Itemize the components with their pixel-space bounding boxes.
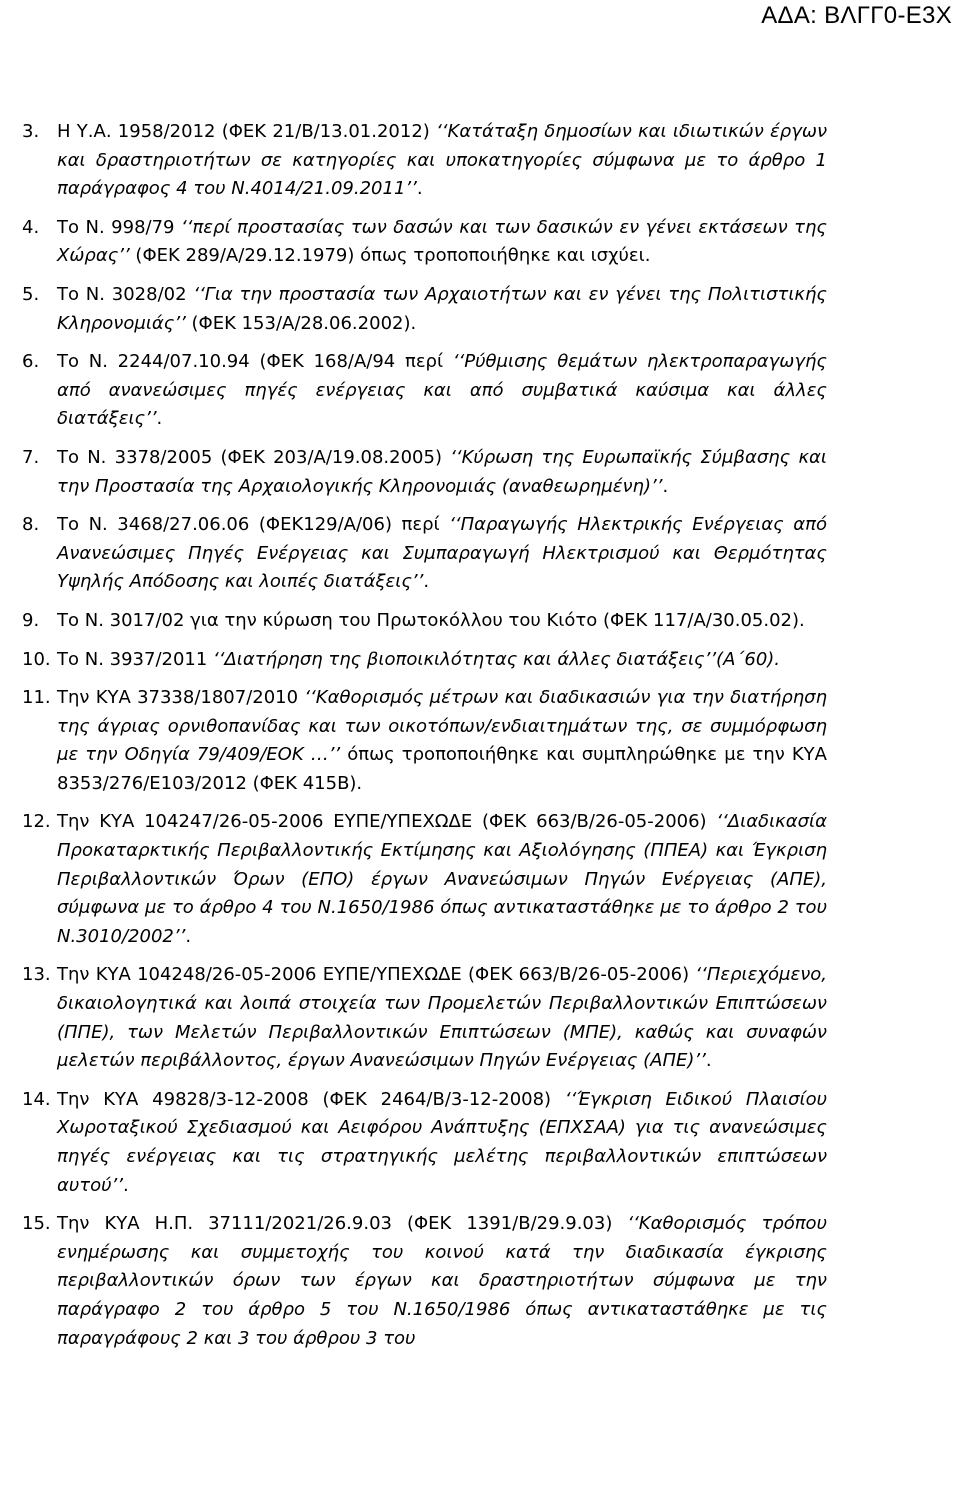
- item-text: [57, 118, 827, 204]
- item-number: 5.: [22, 283, 40, 305]
- list-item: [22, 118, 827, 204]
- item-text: [57, 1210, 827, 1353]
- list-item: [22, 1210, 827, 1353]
- item-text: [57, 646, 827, 675]
- item-citation: Την ΚΥΑ 104248/26-05-2006 ΕΥΠΕ/ΥΠΕΧΩΔΕ (ΦΕΚ 663/Β/26-05-2006): [57, 964, 696, 986]
- list-item: [22, 444, 827, 501]
- item-number: 10.: [22, 648, 51, 670]
- list-item: [22, 808, 827, 951]
- item-number: 8.: [22, 514, 40, 536]
- item-citation: Το Ν. 3017/02 για την κύρωση του Πρωτοκόλλου του Κιότο (ΦΕΚ 117/Α/30.05.02).: [57, 609, 805, 631]
- item-quoted-title: ‘‘Έγκριση Ειδικού Πλαισίου Χωροταξικού Σχεδιασμού και Αειφόρου Ανάπτυξης (ΕΠΧΣΑΑ) για τις ανανεώσιμες πηγές ενέργειας και τις στρατηγικής μελέτης περιβαλλοντικών επιπτώσεων αυτού’’: [57, 1088, 827, 1196]
- item-number: 6.: [22, 351, 40, 373]
- item-text: [57, 444, 827, 501]
- item-number: 7.: [22, 446, 40, 468]
- list-item: [22, 1086, 827, 1200]
- list-item: [22, 281, 827, 338]
- item-suffix: .: [156, 408, 163, 430]
- item-number: 11.: [22, 687, 51, 709]
- item-citation: Την ΚΥΑ 49828/3-12-2008 (ΦΕΚ 2464/Β/3-12-2008): [57, 1088, 565, 1110]
- item-text: [57, 808, 827, 951]
- item-suffix: .: [123, 1174, 129, 1196]
- item-quoted-title: ‘‘Για την προστασία των Αρχαιοτήτων και εν γένει της Πολιτιστικής Κληρονομιάς’’: [57, 283, 827, 334]
- list-item: [22, 214, 827, 271]
- item-suffix: .: [423, 571, 430, 593]
- item-suffix: .: [662, 475, 669, 497]
- item-quoted-title: ‘‘Διατήρηση της βιοποικιλότητας και άλλες διατάξεις’’(Α΄60).: [213, 648, 781, 670]
- item-suffix: (ΦΕΚ 153/Α/28.06.2002).: [185, 312, 417, 334]
- item-number: 4.: [22, 216, 40, 238]
- item-suffix: (ΦΕΚ 289/Α/29.12.1979) όπως τροποποιήθηκε και ισχύει.: [129, 245, 651, 267]
- item-quoted-title: ‘‘Καθορισμός τρόπου ενημέρωσης και συμμετοχής του κοινού κατά την διαδικασία έγκρισης περιβαλλοντικών όρων των έργων και δραστηριοτήτων σύμφωνα με την παράγραφο 2 του άρθρο 5 του Ν.1650/1986 όπως αντικαταστάθηκε με τις παραγράφους 2 και 3 του άρθρου 3 του: [57, 1213, 827, 1349]
- item-citation: Το Ν. 3937/2011: [57, 648, 214, 670]
- list-item: [22, 348, 827, 434]
- list-item: [22, 511, 827, 597]
- item-text: [57, 1086, 827, 1200]
- item-suffix: .: [705, 1050, 712, 1072]
- item-citation: Η Υ.Α. 1958/2012 (ΦΕΚ 21/Β/13.01.2012): [57, 121, 437, 142]
- item-suffix: .: [185, 925, 192, 947]
- item-quoted-title: ‘‘Ρύθμισης θεμάτων ηλεκτροπαραγωγής από ανανεώσιμες πηγές ενέργειας και από συμβατικά καύσιμα και άλλες διατάξεις’’: [57, 351, 827, 430]
- item-citation: Το Ν. 3468/27.06.06 (ΦΕΚ129/Α/06) περί: [57, 514, 450, 536]
- item-text: [57, 281, 827, 338]
- item-text: [57, 511, 827, 597]
- list-item: [22, 646, 827, 675]
- item-quoted-title: ‘‘Περιεχόμενο, δικαιολογητικά και λοιπά στοιχεία των Προμελετών Περιβαλλοντικών Επιπτώσεων (ΠΠΕ), των Μελετών Περιβαλλοντικών Επιπτώσεων (ΜΠΕ), καθώς και συναφών μελετών περιβάλλοντος, έργων Ανανεώσιμων Πηγών Ενέργειας (ΑΠΕ)’’: [57, 964, 827, 1072]
- item-citation: Το Ν. 2244/07.10.94 (ΦΕΚ 168/Α/94 περί: [57, 351, 453, 373]
- item-suffix: .: [416, 178, 423, 200]
- item-text: [57, 607, 827, 636]
- item-quoted-title: ‘‘Καθορισμός μέτρων και διαδικασιών για την διατήρηση της άγριας ορνιθοπανίδας και των οικοτόπων/ενδιαιτημάτων της, σε συμμόρφωση με την Οδηγία 79/409/ΕΟΚ …’’: [57, 687, 827, 766]
- item-number: 15.: [22, 1213, 51, 1235]
- item-quoted-title: ‘‘περί προστασίας των δασών και των δασικών εν γένει εκτάσεων της Χώρας’’: [57, 216, 827, 267]
- list-item: [22, 961, 827, 1075]
- item-text: [57, 214, 827, 271]
- item-quoted-title: ‘‘Διαδικασία Προκαταρκτικής Περιβαλλοντικής Εκτίμησης και Αξιολόγησης (ΠΠΕΑ) και Έγκριση Περιβαλλοντικών Όρων (ΕΠΟ) έργων Ανανεώσιμων Πηγών Ενέργειας (ΑΠΕ), σύμφωνα με το άρθρο 4 του Ν.1650/1986 όπως αντικαταστάθηκε με το άρθρο 2 του Ν.3010/2002’’: [57, 811, 827, 947]
- item-citation: Το Ν. 998/79: [57, 216, 182, 238]
- item-citation: Την ΚΥΑ 104247/26-05-2006 ΕΥΠΕ/ΥΠΕΧΩΔΕ (ΦΕΚ 663/Β/26-05-2006): [57, 811, 717, 833]
- item-quoted-title: ‘‘Κύρωση της Ευρωπαϊκής Σύμβασης και την Προστασία της Αρχαιολογικής Κληρονομιάς (αναθεωρημένη)’’: [57, 446, 828, 497]
- item-suffix: όπως τροποποιήθηκε και συμπληρώθηκε με την ΚΥΑ 8353/276/Ε103/2012 (ΦΕΚ 415Β).: [57, 744, 827, 794]
- item-number: 3.: [22, 121, 40, 142]
- item-citation: Το Ν. 3028/02: [57, 283, 194, 305]
- item-number: 13.: [22, 964, 51, 986]
- ada-code-header: ΑΔΑ: ΒΛΓΓ0-Ε3Χ: [761, 2, 952, 29]
- item-citation: Την ΚΥΑ Η.Π. 37111/2021/26.9.03 (ΦΕΚ 1391/Β/29.9.03): [57, 1213, 628, 1235]
- item-citation: Το Ν. 3378/2005 (ΦΕΚ 203/Α/19.08.2005): [57, 446, 451, 468]
- item-citation: Την ΚΥΑ 37338/1807/2010: [57, 687, 305, 709]
- legal-references-list: [22, 118, 827, 1363]
- item-text: [57, 348, 827, 434]
- item-text: [57, 961, 827, 1075]
- list-item: [22, 607, 827, 636]
- item-quoted-title: ‘‘Παραγωγής Ηλεκτρικής Ενέργειας από Ανανεώσιμες Πηγές Ενέργειας και Συμπαραγωγή Ηλεκτρισμού και Θερμότητας Υψηλής Απόδοσης και λοιπές διατάξεις’’: [57, 514, 827, 593]
- item-number: 14.: [22, 1088, 51, 1110]
- item-quoted-title: ‘‘Κατάταξη δημοσίων και ιδιωτικών έργων και δραστηριοτήτων σε κατηγορίες και υποκατηγορίες σύμφωνα με το άρθρο 1 παράγραφος 4 του Ν.4014/21.09.2011’’: [57, 121, 827, 200]
- item-number: 9.: [22, 609, 40, 631]
- item-number: 12.: [22, 811, 51, 833]
- item-text: [57, 684, 827, 798]
- list-item: [22, 684, 827, 798]
